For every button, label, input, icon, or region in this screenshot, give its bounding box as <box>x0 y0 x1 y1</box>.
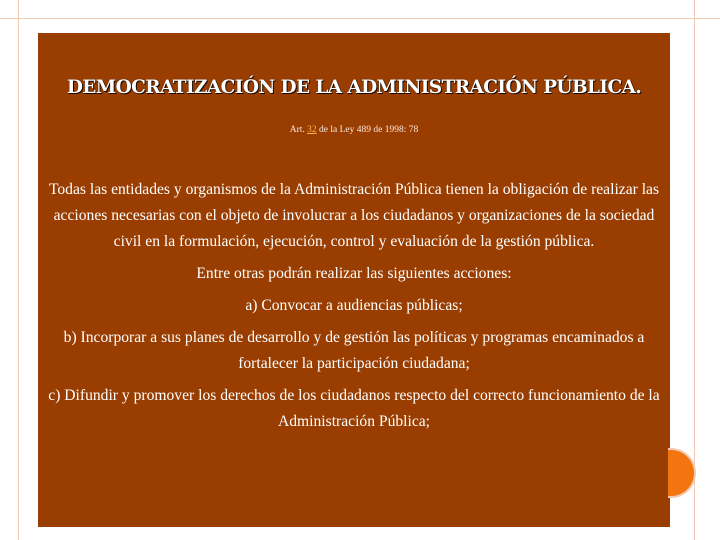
intro-paragraph: Todas las entidades y organismos de la Administración Pública tienen la obligación de realizar las acciones necesarias con el objeto de involucrar a los ciudadanos y organizaciones de la sociedad civil en la formulación, ejecución, control y evaluación de la gestión pública. <box>48 181 660 250</box>
citation-prefix: Art. <box>289 125 308 135</box>
frame-line-top <box>0 18 720 19</box>
citation-suffix: de la Ley 489 de 1998: 78 <box>319 125 419 135</box>
slide-body <box>46 177 662 435</box>
article-link[interactable]: 32 <box>307 125 317 135</box>
action-item-a: a) Convocar a audiencias públicas; <box>245 297 463 314</box>
law-citation <box>38 125 670 135</box>
corner-accent-circle <box>668 448 696 498</box>
slide-title: DEMOCRATIZACIÓN DE LA ADMINISTRACIÓN PÚBLICA. <box>66 77 642 98</box>
slide-content-box <box>38 33 670 527</box>
action-item-b: b) Incorporar a sus planes de desarrollo y de gestión las políticas y programas encaminados a fortalecer la participación ciudadana; <box>63 329 645 372</box>
frame-line-left <box>18 0 19 540</box>
actions-lead-in: Entre otras podrán realizar las siguientes acciones: <box>196 265 512 282</box>
frame-line-right <box>694 0 695 540</box>
action-item-c: c) Difundir y promover los derechos de los ciudadanos respecto del correcto funcionamiento de la Administración Pública; <box>48 387 660 430</box>
